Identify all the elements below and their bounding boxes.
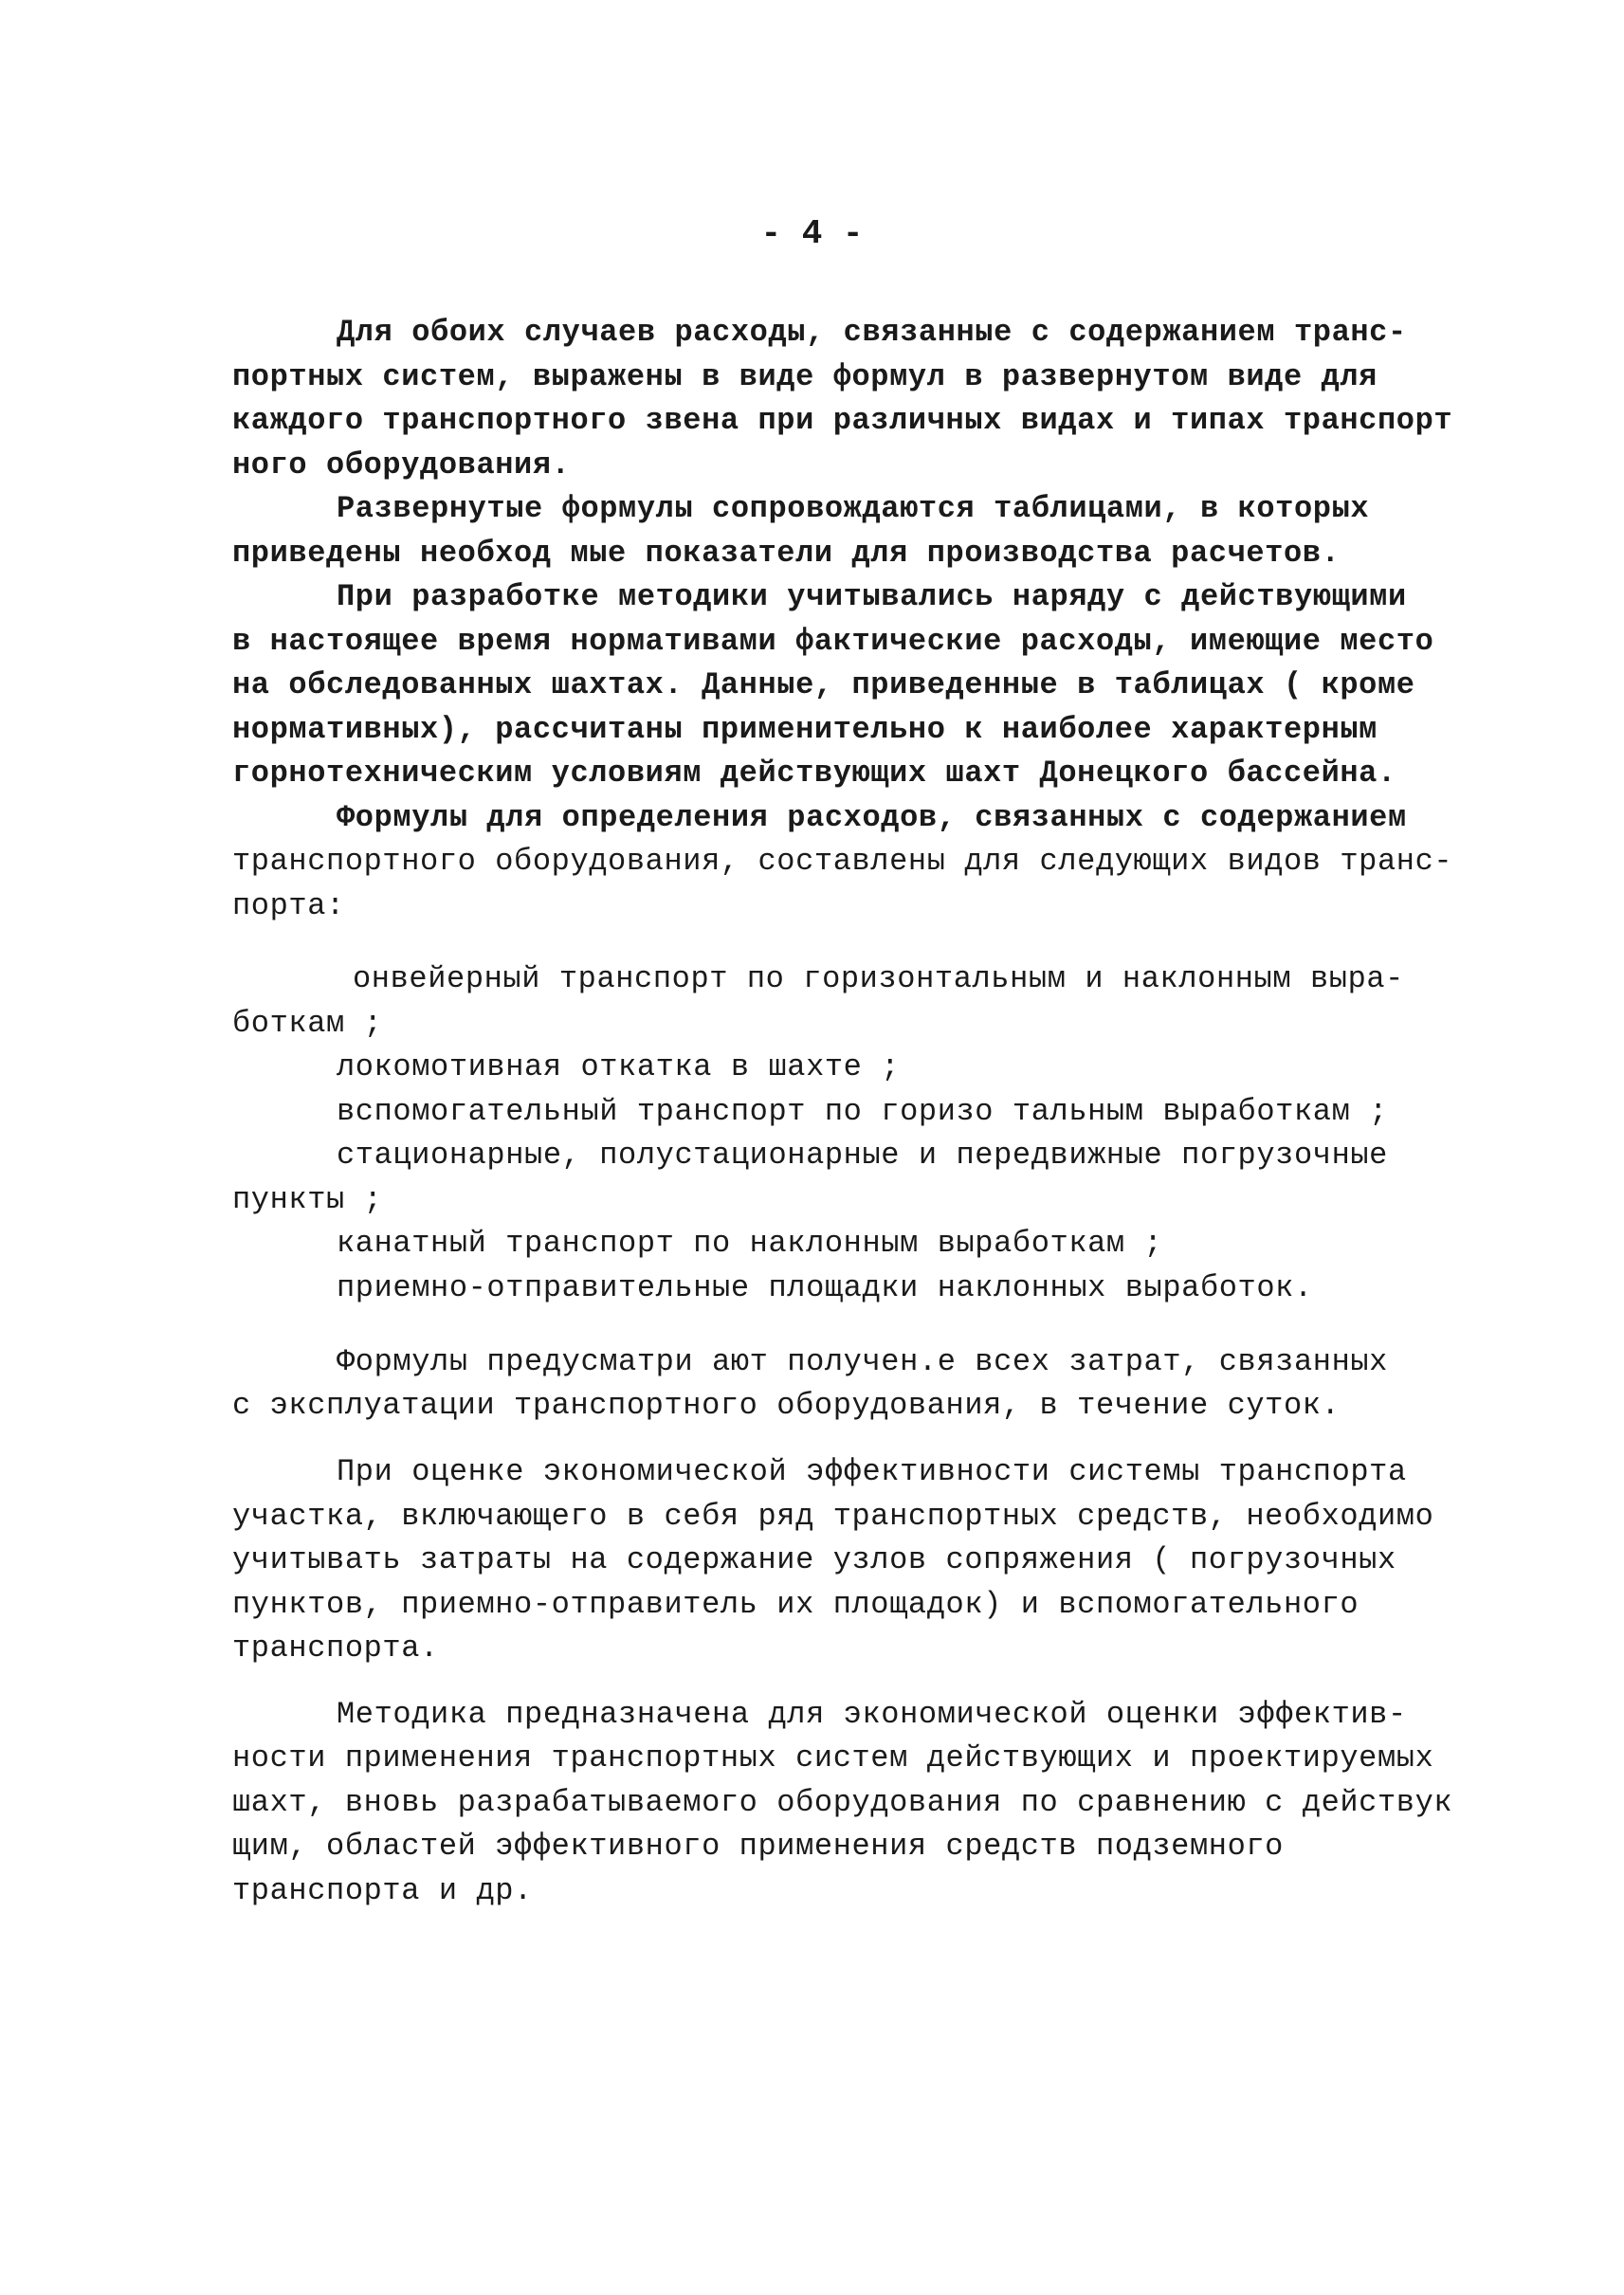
list-item: стационарные, полустационарные и передвижные погрузочные (337, 1138, 1388, 1173)
text-line: участка, включающего в себя ряд транспортных средств, необходимо (232, 1499, 1434, 1534)
text-line: Формулы для определения расходов, связанных с содержанием (337, 800, 1407, 835)
text-line: ности применения транспортных систем действующих и проектируемых (232, 1740, 1434, 1776)
text-line: ного оборудования. (232, 447, 571, 483)
text-line: приведены необход мые показатели для производства расчетов. (232, 536, 1341, 571)
list-item: локомотивная откатка в шахте ; (337, 1049, 901, 1084)
text-line: Формулы предусматри ают получен.е всех затрат, связанных (337, 1344, 1388, 1379)
text-line: нормативных), рассчитаны применительно к наиболее характерным (232, 712, 1378, 747)
text-line: транспорта и др. (232, 1873, 533, 1908)
list-item: вспомогательный транспорт по горизо тальным выработкам ; (337, 1094, 1388, 1129)
text-line: с эксплуатации транспортного оборудования, в течение суток. (232, 1388, 1341, 1423)
text-line: щим, областей эффективного применения средств подземного (232, 1829, 1284, 1864)
text-line: каждого транспортного звена при различных видах и типах транспорт (232, 403, 1453, 438)
list-item: приемно-отправительные площадки наклонных выработок. (337, 1270, 1313, 1305)
page-number: - 4 - (760, 214, 864, 253)
text-line: горнотехническим условиям действующих шахт Донецкого бассейна. (232, 756, 1396, 791)
text-line: Для обоих случаев расходы, связанные с содержанием транс- (337, 315, 1407, 350)
text-line: Методика предназначена для экономической оценки эффектив- (337, 1697, 1407, 1732)
text-line: портных систем, выражены в виде формул в развернутом виде для (232, 359, 1378, 394)
text-line: пунктов, приемно-отправитель их площадок) и вспомогательного (232, 1587, 1359, 1622)
list-item: канатный транспорт по наклонным выработкам ; (337, 1226, 1163, 1261)
text-line: шахт, вновь разрабатываемого оборудования по сравнению с действук (232, 1785, 1453, 1820)
text-line: порта: (232, 888, 345, 923)
list-item: пункты ; (232, 1182, 383, 1217)
text-line: в настоящее время нормативами фактические расходы, имеющие место (232, 624, 1434, 659)
list-item: боткам ; (232, 1006, 383, 1041)
text-line: учитывать затраты на содержание узлов сопряжения ( погрузочных (232, 1542, 1396, 1577)
text-line: Развернутые формулы сопровождаются таблицами, в которых (337, 491, 1370, 526)
text-line: транспортного оборудования, составлены для следующих видов транс- (232, 844, 1453, 879)
text-line: При оценке экономической эффективности системы транспорта (337, 1454, 1407, 1489)
text-line: на обследованных шахтах. Данные, приведенные в таблицах ( кроме (232, 667, 1415, 702)
text-line: транспорта. (232, 1630, 439, 1666)
text-line: При разработке методики учитывались наряду с действующими (337, 579, 1407, 614)
list-item: онвейерный транспорт по горизонтальным и наклонным выра- (353, 961, 1404, 996)
